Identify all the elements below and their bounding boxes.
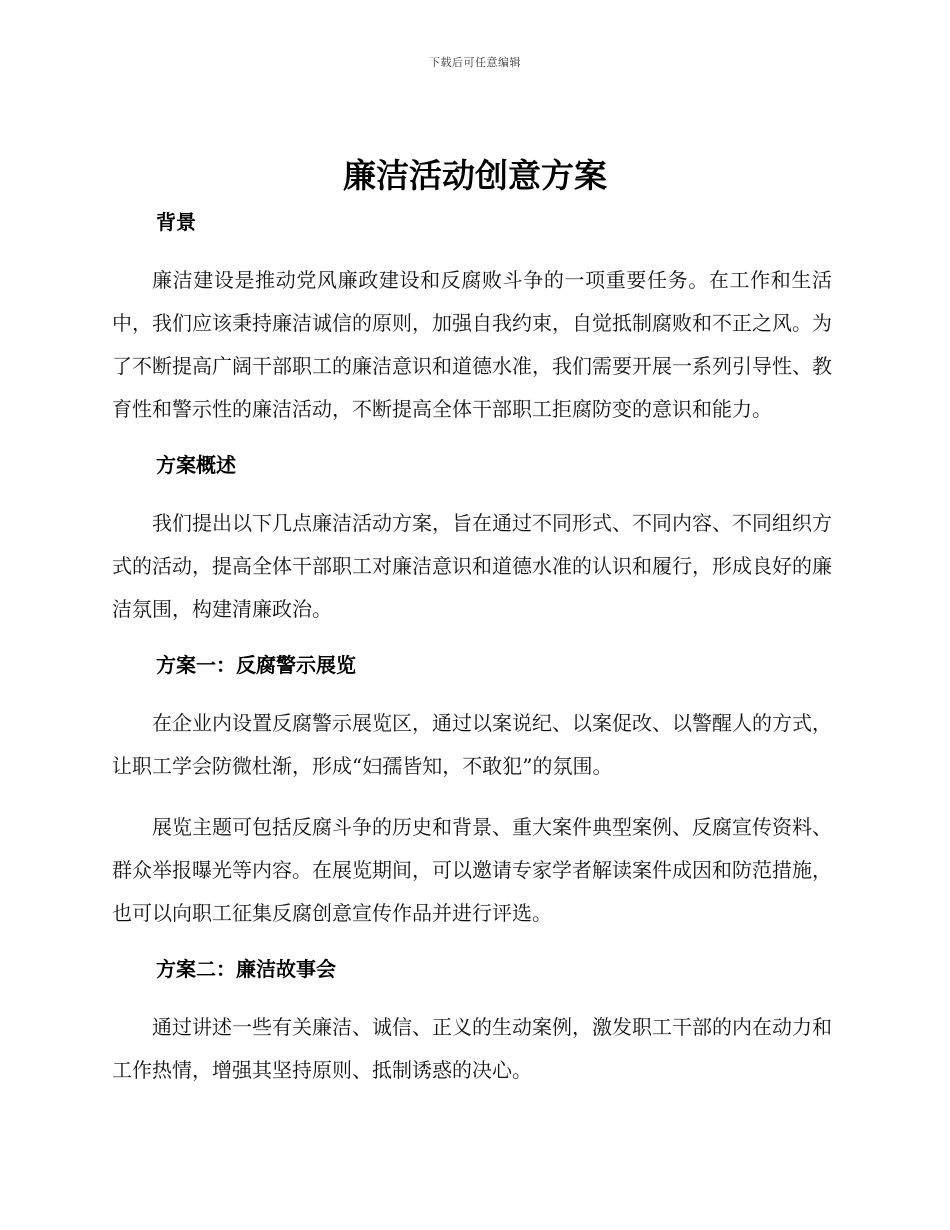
paragraph: 我们提出以下几点廉洁活动方案，旨在通过不同形式、不同内容、不同组织方式的活动，提高全体干部职工对廉洁意识和道德水准的认识和履行，形成良好的廉洁氛围，构建清廉政治。: [112, 511, 832, 621]
section-background: [112, 206, 832, 449]
section-plan-two: [112, 953, 832, 1092]
paragraph: 在企业内设置反腐警示展览区，通过以案说纪、以案促改、以警醒人的方式，让职工学会防微杜渐，形成“妇孺皆知，不敢犯”的氛围。: [112, 711, 832, 778]
document-body: [112, 206, 832, 1092]
document-title: 廉洁活动创意方案: [343, 156, 607, 195]
header-note: 下载后可任意编辑: [429, 56, 521, 69]
section-heading: 方案概述: [156, 453, 236, 477]
paragraph: 展览主题可包括反腐斗争的历史和背景、重大案件典型案例、反腐宣传资料、群众举报曝光等内容。在展览期间，可以邀请专家学者解读案件成因和防范措施，也可以向职工征集反腐创意宣传作品并进行评选。: [112, 815, 832, 925]
section-overview: [112, 449, 832, 649]
paragraph: 通过讲述一些有关廉洁、诚信、正义的生动案例，激发职工干部的内在动力和工作热情，增强其坚持原则、抵制诱惑的决心。: [112, 1015, 832, 1082]
section-heading: 背景: [156, 210, 196, 234]
section-plan-one: [112, 649, 832, 953]
section-heading: 方案二：廉洁故事会: [156, 957, 336, 981]
paragraph: 廉洁建设是推动党风廉政建设和反腐败斗争的一项重要任务。在工作和生活中，我们应该秉持廉洁诚信的原则，加强自我约束，自觉抵制腐败和不正之风。为了不断提高广阔干部职工的廉洁意识和道德水准，我们需要开展一系列引导性、教育性和警示性的廉洁活动，不断提高全体干部职工拒腐防变的意识和能力。: [112, 268, 832, 421]
section-heading: 方案一：反腐警示展览: [156, 653, 356, 677]
